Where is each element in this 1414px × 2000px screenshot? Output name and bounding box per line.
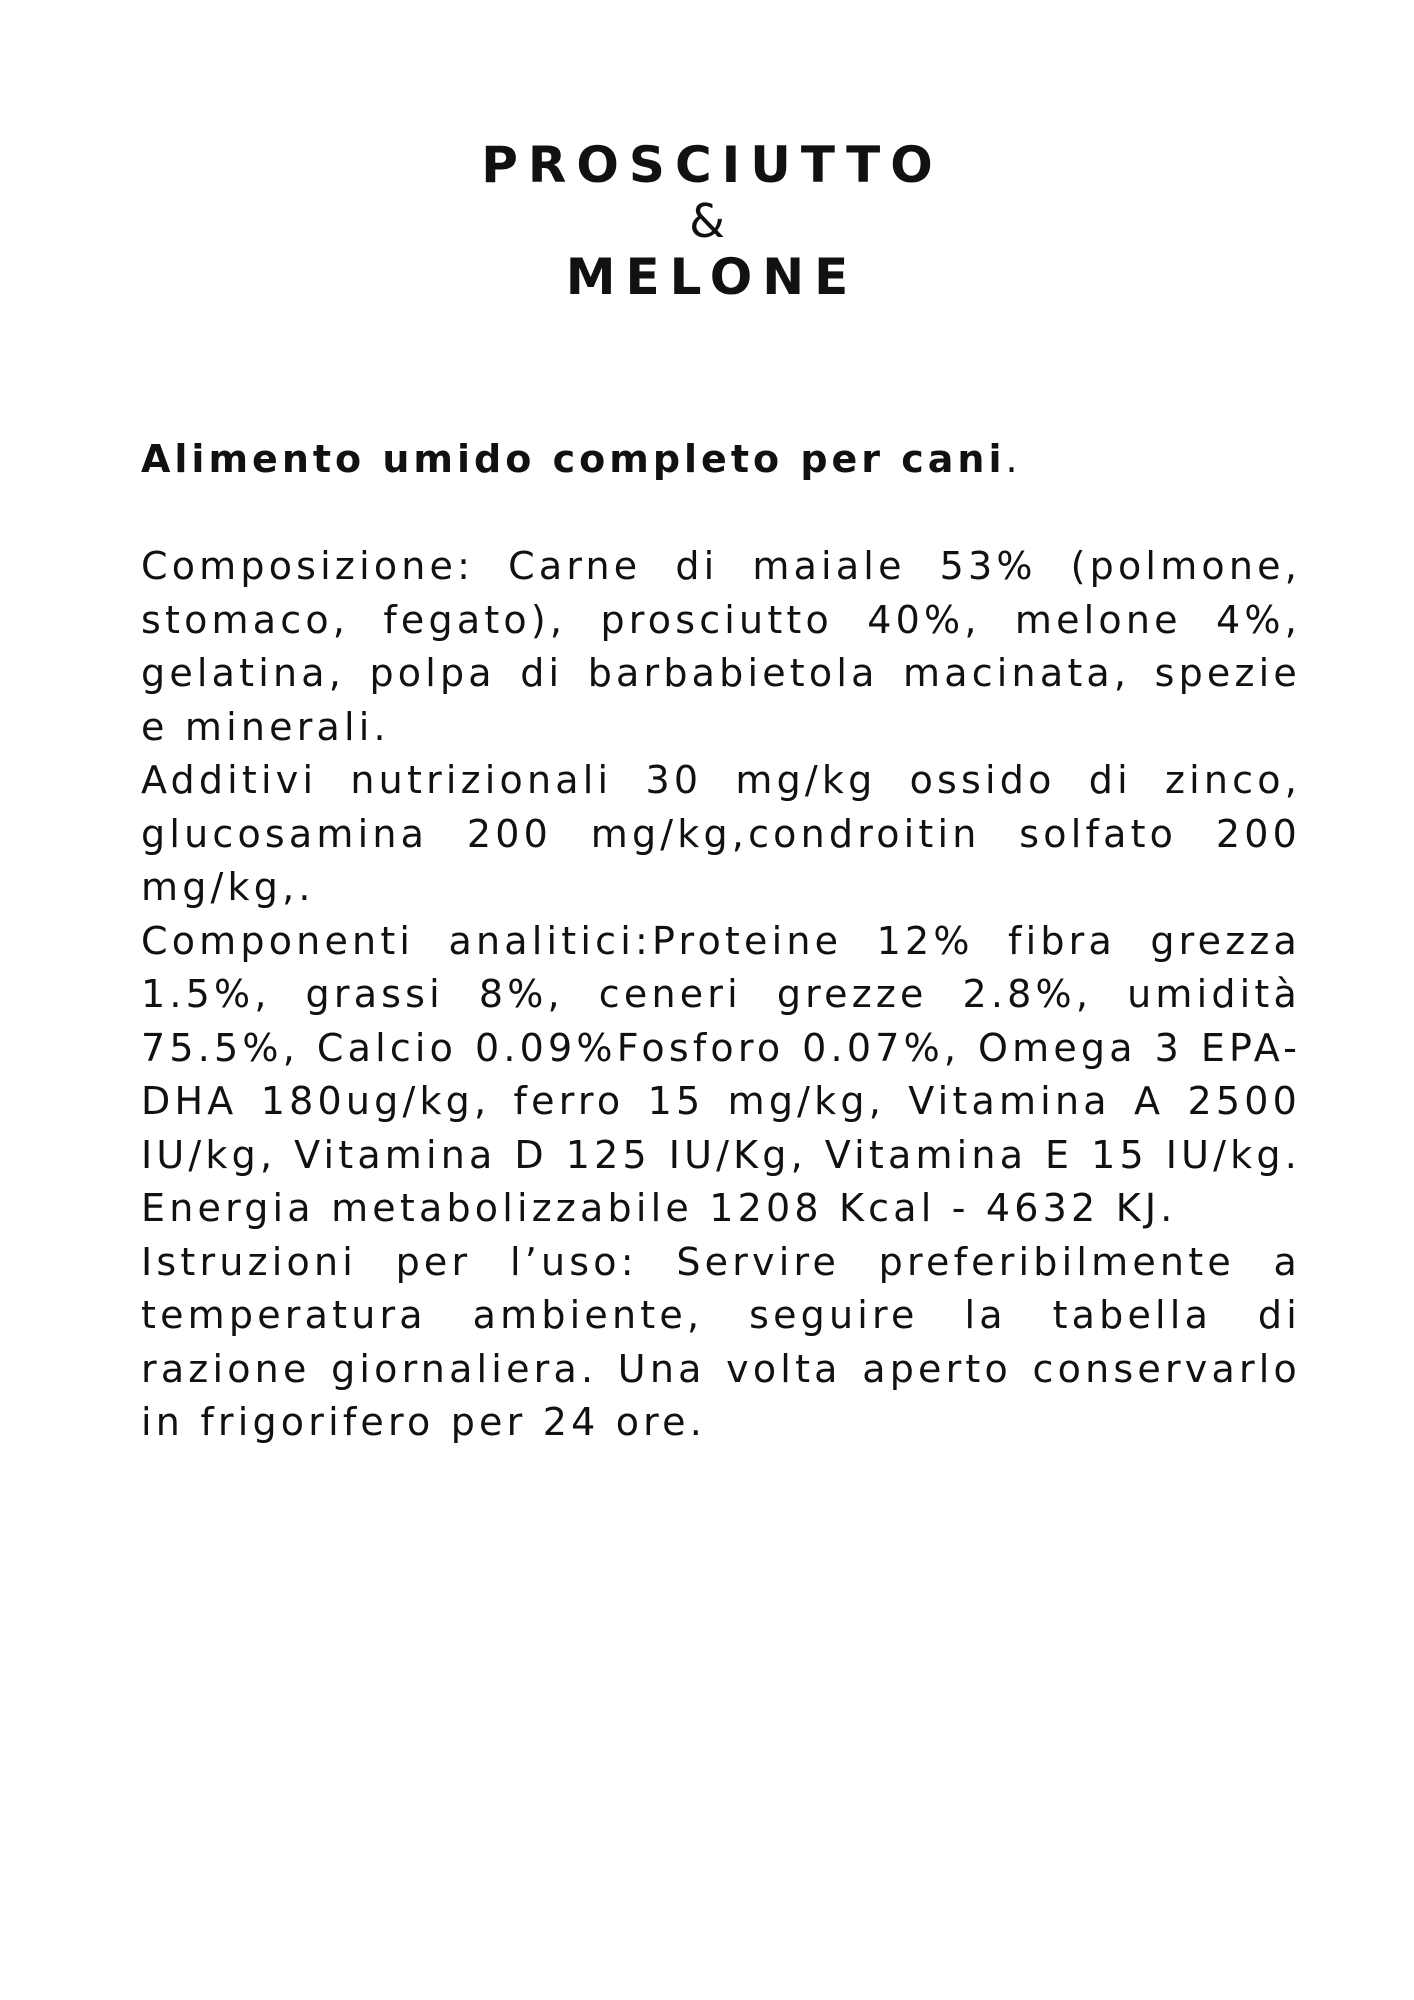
analytical-components-paragraph: Componenti analitici:Proteine 12% fibra grezza 1.5%, grassi 8%, ceneri grezze 2.8%, umidità 75.5%, Calcio 0.09%Fosforo 0.07%, Omega 3 EPA-DHA 180ug/kg, ferro 15 mg/kg, Vitamina A 2500 IU/kg, Vitamina D 125 IU/Kg, Vitamina E 15 IU/kg. Energia metabolizzabile 1208 Kcal - 4632 KJ. — [141, 918, 1301, 1230]
instructions-paragraph: Istruzioni per l’uso: Servire preferibilmente a temperatura ambiente, seguire la tabella di razione giornaliera. Una volta aperto conservarlo in frigorifero per 24 ore. — [141, 1239, 1301, 1444]
paragraph-spacer — [141, 487, 1301, 541]
title-line-prosciutto: PROSCIUTTO — [481, 136, 943, 194]
subtitle-text: Alimento umido completo per cani — [141, 437, 1006, 481]
title-ampersand: & — [689, 194, 725, 248]
additives-paragraph: Additivi nutrizionali 30 mg/kg ossido di zinco, glucosamina 200 mg/kg,condroitin solfato 200 mg/kg,. — [141, 758, 1301, 909]
composition-paragraph: Composizione: Carne di maiale 53% (polmone, stomaco, fegato), prosciutto 40%, melone 4%, gelatina, polpa di barbabietola macinata, spezie e minerali. — [141, 544, 1301, 749]
product-description — [141, 433, 1301, 1450]
product-subtitle — [141, 433, 1301, 487]
subtitle-period: . — [1005, 437, 1022, 481]
title-line-melone: MELONE — [565, 248, 859, 306]
product-title — [0, 135, 1414, 307]
